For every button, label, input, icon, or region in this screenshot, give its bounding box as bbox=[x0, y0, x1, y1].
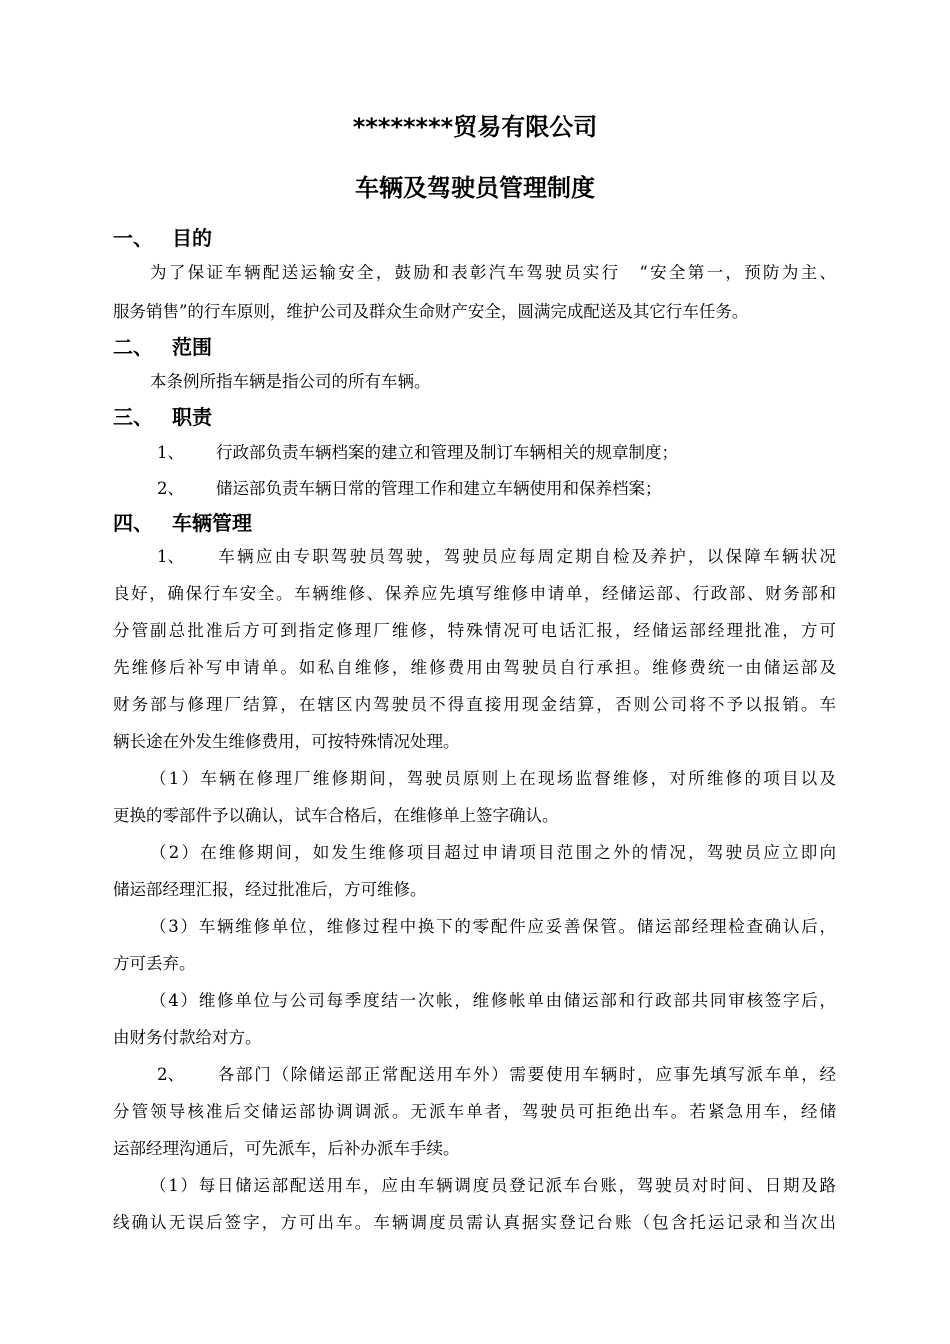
paragraph-line: 线确认无误后签字，方可出车。车辆调度员需认真据实登记台账（包含托运记录和当次出 bbox=[113, 1213, 836, 1232]
section-number: 二、 bbox=[113, 335, 153, 359]
section-heading-purpose bbox=[113, 225, 212, 251]
list-item bbox=[157, 479, 662, 499]
section-title: 职责 bbox=[172, 405, 212, 429]
paragraph-line: 由财务付款给对方。 bbox=[113, 1028, 262, 1047]
paragraph-line: 良好，确保行车安全。车辆维修、保养应先填写维修申请单，经储运部、行政部、财务部和 bbox=[113, 584, 836, 603]
section-heading-duties bbox=[113, 404, 212, 430]
paragraph-line: 更换的零部件予以确认，试车合格后，在维修单上签字确认。 bbox=[113, 806, 559, 825]
section-number: 一、 bbox=[113, 226, 153, 250]
paragraph-line: 先维修后补写申请单。如私自维修，维修费用由驾驶员自行承担。维修费统一由储运部及 bbox=[113, 658, 836, 677]
paragraph-line: 运部经理沟通后，可先派车，后补办派车手续。 bbox=[113, 1139, 460, 1158]
paragraph-line: （1）每日储运部配送用车，应由车辆调度员登记派车台账，驾驶员对时间、日期及路 bbox=[150, 1176, 836, 1195]
document-title: 车辆及驾驶员管理制度 bbox=[355, 174, 595, 202]
section-title: 目的 bbox=[172, 226, 212, 250]
section-number: 四、 bbox=[113, 511, 153, 535]
item-text: 车辆应由专职驾驶员驾驶，驾驶员应每周定期自检及养护，以保障车辆状况 bbox=[216, 547, 836, 566]
item-text: 储运部负责车辆日常的管理工作和建立车辆使用和保养档案； bbox=[216, 479, 662, 498]
paragraph-line: 服务销售”的行车原则，维护公司及群众生命财产安全，圆满完成配送及其它行车任务。 bbox=[113, 302, 749, 321]
list-item bbox=[157, 443, 678, 463]
paragraph-line: （4）维修单位与公司每季度结一次帐，维修帐单由储运部和行政部共同审核签字后， bbox=[150, 991, 836, 1010]
item-number: 1、 bbox=[157, 547, 184, 566]
company-title: ********贸易有限公司 bbox=[352, 113, 598, 141]
paragraph-line: （1）车辆在修理厂维修期间，驾驶员原则上在现场监督维修，对所维修的项目以及 bbox=[150, 769, 836, 788]
paragraph-line: 本条例所指车辆是指公司的所有车辆。 bbox=[150, 372, 431, 391]
paragraph-line: 为了保证车辆配送运输安全，鼓励和表彰汽车驾驶员实行 “安全第一，预防为主、 bbox=[150, 263, 836, 282]
paragraph-line: 分管副总批准后方可到指定修理厂维修，特殊情况可电话汇报，经储运部经理批准，方可 bbox=[113, 621, 836, 640]
paragraph-line: 方可丢弃。 bbox=[113, 954, 196, 973]
section-title: 车辆管理 bbox=[172, 511, 252, 535]
section-heading-vehicle-management bbox=[113, 510, 252, 536]
section-title: 范围 bbox=[172, 335, 212, 359]
paragraph-line: （2）在维修期间，如发生维修项目超过申请项目范围之外的情况，驾驶员应立即向 bbox=[150, 843, 836, 862]
item-number: 2、 bbox=[157, 479, 184, 498]
paragraph-line bbox=[157, 547, 836, 567]
paragraph-line: 财务部与修理厂结算，在辖区内驾驶员不得直接用现金结算，否则公司将不予以报销。车 bbox=[113, 695, 836, 714]
item-text: 行政部负责车辆档案的建立和管理及制订车辆相关的规章制度； bbox=[216, 443, 678, 462]
paragraph-line: （3）车辆维修单位，维修过程中换下的零配件应妥善保管。储运部经理检查确认后， bbox=[150, 917, 836, 936]
paragraph-line bbox=[157, 1065, 836, 1085]
item-number: 1、 bbox=[157, 443, 184, 462]
paragraph-line: 辆长途在外发生维修费用，可按特殊情况处理。 bbox=[113, 732, 460, 751]
section-heading-scope bbox=[113, 334, 212, 360]
item-number: 2、 bbox=[157, 1065, 184, 1084]
paragraph-line: 储运部经理汇报，经过批准后，方可维修。 bbox=[113, 880, 427, 899]
paragraph-line: 分管领导核准后交储运部协调调派。无派车单者，驾驶员可拒绝出车。若紧急用车，经储 bbox=[113, 1102, 836, 1121]
item-text: 各部门（除储运部正常配送用车外）需要使用车辆时，应事先填写派车单，经 bbox=[216, 1065, 836, 1084]
section-number: 三、 bbox=[113, 405, 153, 429]
